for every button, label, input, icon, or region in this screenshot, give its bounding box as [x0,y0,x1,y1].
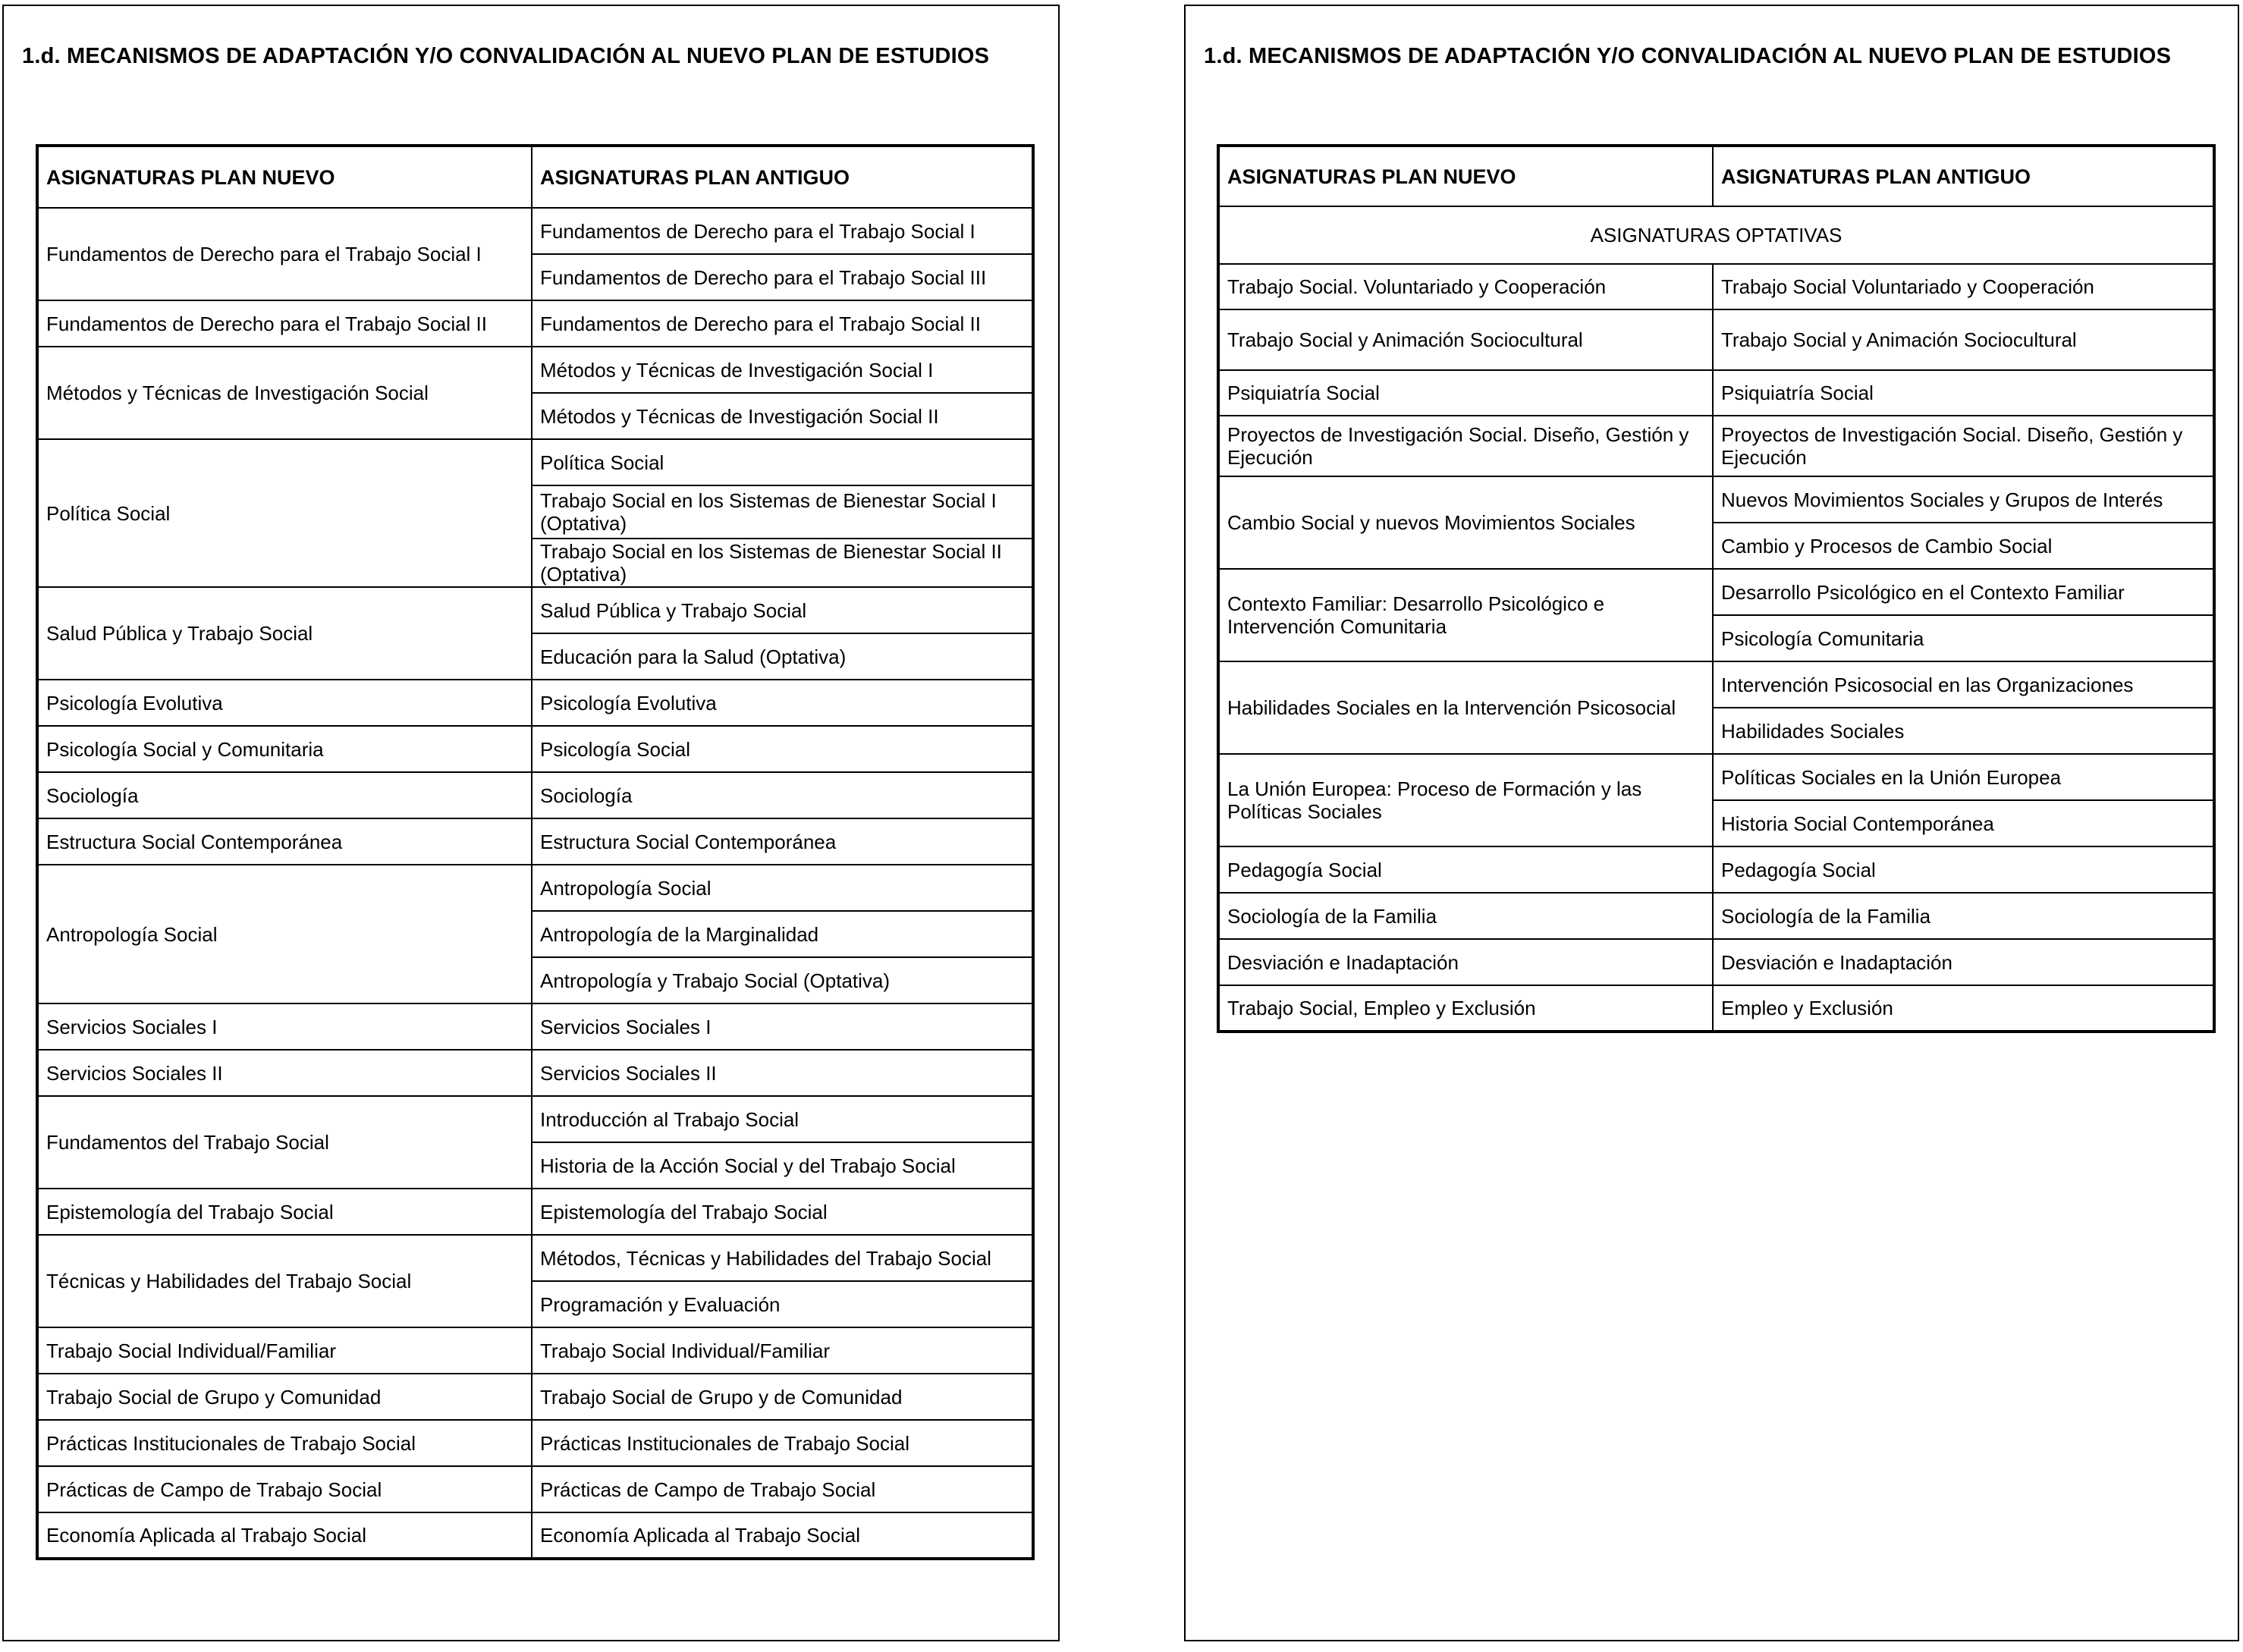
cell-plan-antiguo: Historia Social Contemporánea [1713,800,2214,846]
table-row [37,772,1033,818]
cell-plan-nuevo: Fundamentos del Trabajo Social [37,1096,532,1189]
cell-plan-antiguo: Sociología de la Familia [1713,893,2214,939]
cell-plan-nuevo: Trabajo Social, Empleo y Exclusión [1218,985,1713,1032]
convalidation-table-optativas [1217,144,2216,1033]
cell-plan-nuevo: Sociología [37,772,532,818]
cell-plan-nuevo: Trabajo Social. Voluntariado y Cooperación [1218,264,1713,309]
cell-plan-antiguo: Políticas Sociales en la Unión Europea [1713,754,2214,800]
cell-plan-antiguo: Fundamentos de Derecho para el Trabajo Social I [532,208,1033,254]
cell-plan-antiguo: Programación y Evaluación [532,1281,1033,1327]
cell-plan-antiguo: Empleo y Exclusión [1713,985,2214,1032]
cell-plan-antiguo: Trabajo Social y Animación Sociocultural [1713,309,2214,370]
cell-plan-nuevo: Servicios Sociales II [37,1050,532,1096]
cell-plan-nuevo: Estructura Social Contemporánea [37,818,532,865]
table-header-row [1218,146,2214,206]
cell-plan-nuevo: Contexto Familiar: Desarrollo Psicológico e Intervención Comunitaria [1218,569,1713,661]
cell-plan-antiguo: Nuevos Movimientos Sociales y Grupos de Interés [1713,476,2214,523]
table-row [1218,985,2214,1032]
cell-plan-nuevo: Desviación e Inadaptación [1218,939,1713,985]
cell-plan-antiguo: Servicios Sociales I [532,1003,1033,1050]
cell-plan-antiguo: Habilidades Sociales [1713,708,2214,754]
cell-plan-antiguo: Psiquiatría Social [1713,370,2214,416]
table-row [37,818,1033,865]
cell-plan-antiguo: Antropología y Trabajo Social (Optativa) [532,957,1033,1003]
cell-plan-nuevo: Trabajo Social Individual/Familiar [37,1327,532,1374]
cell-plan-antiguo: Psicología Comunitaria [1713,615,2214,661]
header-plan-antiguo: ASIGNATURAS PLAN ANTIGUO [1713,146,2214,206]
cell-plan-antiguo: Psicología Evolutiva [532,680,1033,726]
table-row [37,680,1033,726]
table-row [37,1003,1033,1050]
cell-plan-antiguo: Antropología Social [532,865,1033,911]
section-row [1218,206,2214,264]
table-row [37,1512,1033,1559]
cell-plan-nuevo: Pedagogía Social [1218,846,1713,893]
cell-plan-nuevo: Antropología Social [37,865,532,1003]
cell-plan-antiguo: Trabajo Social Individual/Familiar [532,1327,1033,1374]
page-title: 1.d. MECANISMOS DE ADAPTACIÓN Y/O CONVALIDACIÓN AL NUEVO PLAN DE ESTUDIOS [1204,44,2172,68]
table-row [1218,416,2214,476]
table-row [37,1096,1033,1142]
cell-plan-antiguo: Sociología [532,772,1033,818]
cell-plan-nuevo: Técnicas y Habilidades del Trabajo Social [37,1235,532,1327]
cell-plan-antiguo: Cambio y Procesos de Cambio Social [1713,523,2214,569]
document-page-right [1184,5,2239,1641]
cell-plan-antiguo: Fundamentos de Derecho para el Trabajo Social III [532,254,1033,300]
cell-plan-nuevo: Fundamentos de Derecho para el Trabajo Social I [37,208,532,300]
table-row [37,1374,1033,1420]
convalidation-table [36,144,1035,1560]
cell-plan-antiguo: Política Social [532,439,1033,485]
cell-plan-nuevo: Psicología Evolutiva [37,680,532,726]
cell-plan-antiguo: Salud Pública y Trabajo Social [532,587,1033,633]
cell-plan-antiguo: Trabajo Social Voluntariado y Cooperación [1713,264,2214,309]
table-row [1218,569,2214,615]
header-plan-antiguo: ASIGNATURAS PLAN ANTIGUO [532,146,1033,208]
cell-plan-antiguo: Psicología Social [532,726,1033,772]
table-row [37,1466,1033,1512]
cell-plan-nuevo: La Unión Europea: Proceso de Formación y las Políticas Sociales [1218,754,1713,846]
cell-plan-nuevo: Economía Aplicada al Trabajo Social [37,1512,532,1559]
cell-plan-nuevo: Trabajo Social de Grupo y Comunidad [37,1374,532,1420]
cell-plan-antiguo: Prácticas Institucionales de Trabajo Social [532,1420,1033,1466]
header-plan-nuevo: ASIGNATURAS PLAN NUEVO [1218,146,1713,206]
cell-plan-antiguo: Trabajo Social en los Sistemas de Bienestar Social I (Optativa) [532,485,1033,539]
table-row [37,587,1033,633]
section-label: ASIGNATURAS OPTATIVAS [1218,206,2214,264]
header-plan-nuevo: ASIGNATURAS PLAN NUEVO [37,146,532,208]
table-row [37,1050,1033,1096]
cell-plan-antiguo: Métodos, Técnicas y Habilidades del Trabajo Social [532,1235,1033,1281]
table-row [37,1327,1033,1374]
table-row [37,300,1033,347]
cell-plan-antiguo: Estructura Social Contemporánea [532,818,1033,865]
cell-plan-antiguo: Educación para la Salud (Optativa) [532,633,1033,680]
table-header-row [37,146,1033,208]
table-row [1218,893,2214,939]
table-row [1218,846,2214,893]
cell-plan-antiguo: Fundamentos de Derecho para el Trabajo Social II [532,300,1033,347]
table-row [1218,754,2214,800]
page-title: 1.d. MECANISMOS DE ADAPTACIÓN Y/O CONVALIDACIÓN AL NUEVO PLAN DE ESTUDIOS [22,44,990,68]
cell-plan-antiguo: Introducción al Trabajo Social [532,1096,1033,1142]
cell-plan-nuevo: Cambio Social y nuevos Movimientos Sociales [1218,476,1713,569]
cell-plan-antiguo: Proyectos de Investigación Social. Diseño, Gestión y Ejecución [1713,416,2214,476]
table-row [1218,370,2214,416]
cell-plan-antiguo: Pedagogía Social [1713,846,2214,893]
cell-plan-antiguo: Trabajo Social de Grupo y de Comunidad [532,1374,1033,1420]
table-row [37,726,1033,772]
cell-plan-nuevo: Trabajo Social y Animación Sociocultural [1218,309,1713,370]
cell-plan-antiguo: Historia de la Acción Social y del Trabajo Social [532,1142,1033,1189]
cell-plan-antiguo: Trabajo Social en los Sistemas de Bienestar Social II (Optativa) [532,539,1033,587]
cell-plan-antiguo: Desviación e Inadaptación [1713,939,2214,985]
table-row [1218,476,2214,523]
cell-plan-nuevo: Política Social [37,439,532,587]
cell-plan-nuevo: Prácticas de Campo de Trabajo Social [37,1466,532,1512]
table-row [37,347,1033,393]
table-row [37,865,1033,911]
cell-plan-nuevo: Prácticas Institucionales de Trabajo Social [37,1420,532,1466]
cell-plan-nuevo: Servicios Sociales I [37,1003,532,1050]
cell-plan-nuevo: Fundamentos de Derecho para el Trabajo Social II [37,300,532,347]
cell-plan-nuevo: Sociología de la Familia [1218,893,1713,939]
cell-plan-antiguo: Economía Aplicada al Trabajo Social [532,1512,1033,1559]
cell-plan-antiguo: Prácticas de Campo de Trabajo Social [532,1466,1033,1512]
cell-plan-antiguo: Intervención Psicosocial en las Organizaciones [1713,661,2214,708]
cell-plan-antiguo: Antropología de la Marginalidad [532,911,1033,957]
cell-plan-nuevo: Psicología Social y Comunitaria [37,726,532,772]
table-row [37,1235,1033,1281]
cell-plan-nuevo: Salud Pública y Trabajo Social [37,587,532,680]
table-row [37,1189,1033,1235]
cell-plan-nuevo: Epistemología del Trabajo Social [37,1189,532,1235]
table-row [1218,661,2214,708]
document-page-left [2,5,1060,1641]
table-row [1218,309,2214,370]
cell-plan-nuevo: Habilidades Sociales en la Intervención Psicosocial [1218,661,1713,754]
cell-plan-nuevo: Psiquiatría Social [1218,370,1713,416]
cell-plan-nuevo: Proyectos de Investigación Social. Diseño, Gestión y Ejecución [1218,416,1713,476]
table-row [37,1420,1033,1466]
cell-plan-antiguo: Métodos y Técnicas de Investigación Social I [532,347,1033,393]
cell-plan-antiguo: Métodos y Técnicas de Investigación Social II [532,393,1033,439]
table-row [1218,264,2214,309]
cell-plan-antiguo: Servicios Sociales II [532,1050,1033,1096]
cell-plan-antiguo: Epistemología del Trabajo Social [532,1189,1033,1235]
table-row [37,208,1033,254]
table-row [1218,939,2214,985]
cell-plan-nuevo: Métodos y Técnicas de Investigación Social [37,347,532,439]
cell-plan-antiguo: Desarrollo Psicológico en el Contexto Familiar [1713,569,2214,615]
table-row [37,439,1033,485]
